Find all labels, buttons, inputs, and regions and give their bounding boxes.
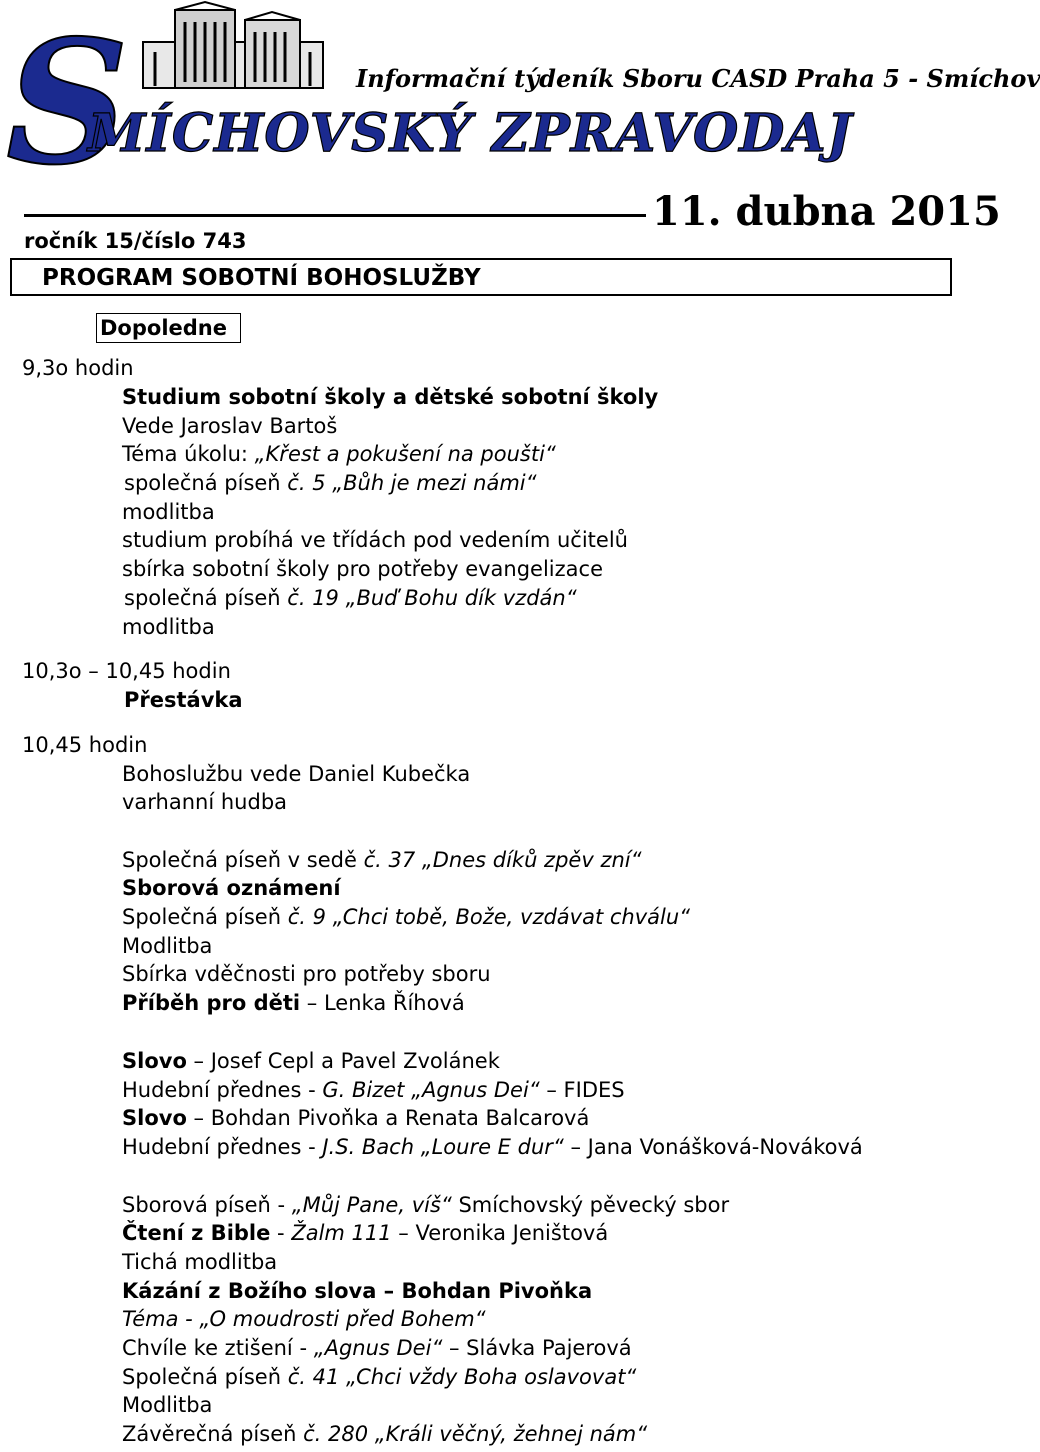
header-rule (24, 214, 646, 217)
leader-line: Vede Jaroslav Bartoš (122, 414, 338, 438)
masthead-big-letter: S (6, 3, 129, 203)
song-title: č. 37 „Dnes díků zpěv zní“ (363, 848, 642, 872)
word-persons: – Josef Cepl a Pavel Zvolánek (186, 1049, 500, 1073)
masthead-subtitle: Informační týdeník Sboru CASD Praha 5 - Smíchov (356, 64, 1040, 93)
leader-line: Bohoslužbu vede Daniel Kubečka (122, 762, 471, 786)
program-title: PROGRAM SOBOTNÍ BOHOSLUŽBY (42, 265, 481, 291)
issue-number: ročník 15/číslo 743 (24, 229, 247, 253)
bible-reading-reader: – Veronika Jeništová (391, 1221, 609, 1245)
final-song-line (122, 1420, 647, 1448)
sermon-line: Kázání z Božího slova – Bohdan Pivoňka (122, 1279, 593, 1303)
bible-reading-line (122, 1219, 608, 1247)
time-label: 10,45 hodin (22, 733, 148, 757)
song-prefix: společná píseň (124, 471, 288, 495)
bible-reading-label: Čtení z Bible (122, 1221, 271, 1245)
calm-performer: – Slávka Pajerová (442, 1336, 632, 1360)
song-line (122, 903, 690, 931)
block-title: Přestávka (124, 688, 243, 712)
section-label-box (96, 313, 241, 343)
word-persons: – Bohdan Pivoňka a Renata Balcarová (186, 1106, 590, 1130)
song-line (122, 1363, 636, 1391)
organ-line: varhanní hudba (122, 790, 288, 814)
song-prefix: společná píseň (124, 586, 288, 610)
topic-line (122, 440, 556, 468)
music-piece: G. Bizet „Agnus Dei“ (322, 1078, 540, 1102)
prayer-line: Modlitba (122, 1393, 213, 1417)
music-performer: – FIDES (539, 1078, 625, 1102)
song-title: č. 5 „Bůh je mezi námi“ (287, 471, 537, 495)
silent-prayer-line: Tichá modlitba (122, 1250, 278, 1274)
topic-prefix: Téma úkolu: (122, 442, 255, 466)
music-piece: J.S. Bach „Loure E dur“ (322, 1135, 564, 1159)
song-line (124, 469, 537, 497)
kids-story-person: – Lenka Říhová (300, 991, 465, 1015)
announcements-line: Sborová oznámení (122, 876, 341, 900)
kids-story-line (122, 989, 465, 1017)
final-song-prefix: Závěrečná píseň (122, 1422, 304, 1446)
issue-date: 11. dubna 2015 (652, 188, 1001, 235)
final-song-title: č. 280 „Králi věčný, žehnej nám“ (303, 1422, 648, 1446)
choir-piece: „Můj Pane, víš“ (291, 1193, 452, 1217)
study-line: studium probíhá ve třídách pod vedením učitelů (122, 528, 628, 552)
section-label: Dopoledne (100, 316, 227, 340)
collection-line: sbírka sobotní školy pro potřeby evangelizace (122, 557, 604, 581)
prayer-line: Modlitba (122, 934, 213, 958)
bible-reading-passage: Žalm 111 (291, 1221, 392, 1245)
masthead-title: MÍCHOVSKÝ ZPRAVODAJ (88, 103, 853, 164)
prayer-line: modlitba (122, 500, 215, 524)
song-prefix: Společná píseň (122, 905, 288, 929)
word-label: Slovo (122, 1106, 187, 1130)
song-title: č. 41 „Chci vždy Boha oslavovat“ (287, 1365, 637, 1389)
song-title: č. 9 „Chci tobě, Bože, vzdávat chválu“ (287, 905, 691, 929)
choir-line (122, 1191, 729, 1219)
block-title: Studium sobotní školy a dětské sobotní školy (122, 385, 659, 409)
bible-reading-separator: - (270, 1221, 292, 1245)
calm-piece: „Agnus Dei“ (313, 1336, 443, 1360)
song-title: č. 19 „Buď Bohu dík vzdán“ (287, 586, 577, 610)
prayer-line: modlitba (122, 615, 215, 639)
church-illustration (135, 2, 335, 90)
choir-prefix: Sborová píseň - (122, 1193, 292, 1217)
song-line (124, 584, 577, 612)
topic-text: „Křest a pokušení na poušti“ (254, 442, 556, 466)
music-performer: – Jana Vonášková-Nováková (563, 1135, 863, 1159)
music-prefix: Hudební přednes - (122, 1078, 323, 1102)
song-prefix: Společná píseň (122, 1365, 288, 1389)
program-title-box (10, 258, 952, 296)
word-line (122, 1104, 589, 1132)
sermon-theme-line: Téma - „O moudrosti před Bohem“ (122, 1307, 486, 1331)
music-line (122, 1133, 863, 1161)
word-label: Slovo (122, 1049, 187, 1073)
calm-line (122, 1334, 632, 1362)
music-line (122, 1076, 625, 1104)
song-prefix: Společná píseň v sedě (122, 848, 364, 872)
time-label: 10,3o – 10,45 hodin (22, 659, 231, 683)
song-line (122, 846, 641, 874)
calm-prefix: Chvíle ke ztišení - (122, 1336, 314, 1360)
time-label: 9,3o hodin (22, 356, 134, 380)
choir-performer: Smíchovský pěvecký sbor (451, 1193, 730, 1217)
word-line (122, 1047, 500, 1075)
kids-story-label: Příběh pro děti (122, 991, 301, 1015)
music-prefix: Hudební přednes - (122, 1135, 323, 1159)
thanks-collection-line: Sbírka vděčnosti pro potřeby sboru (122, 962, 491, 986)
